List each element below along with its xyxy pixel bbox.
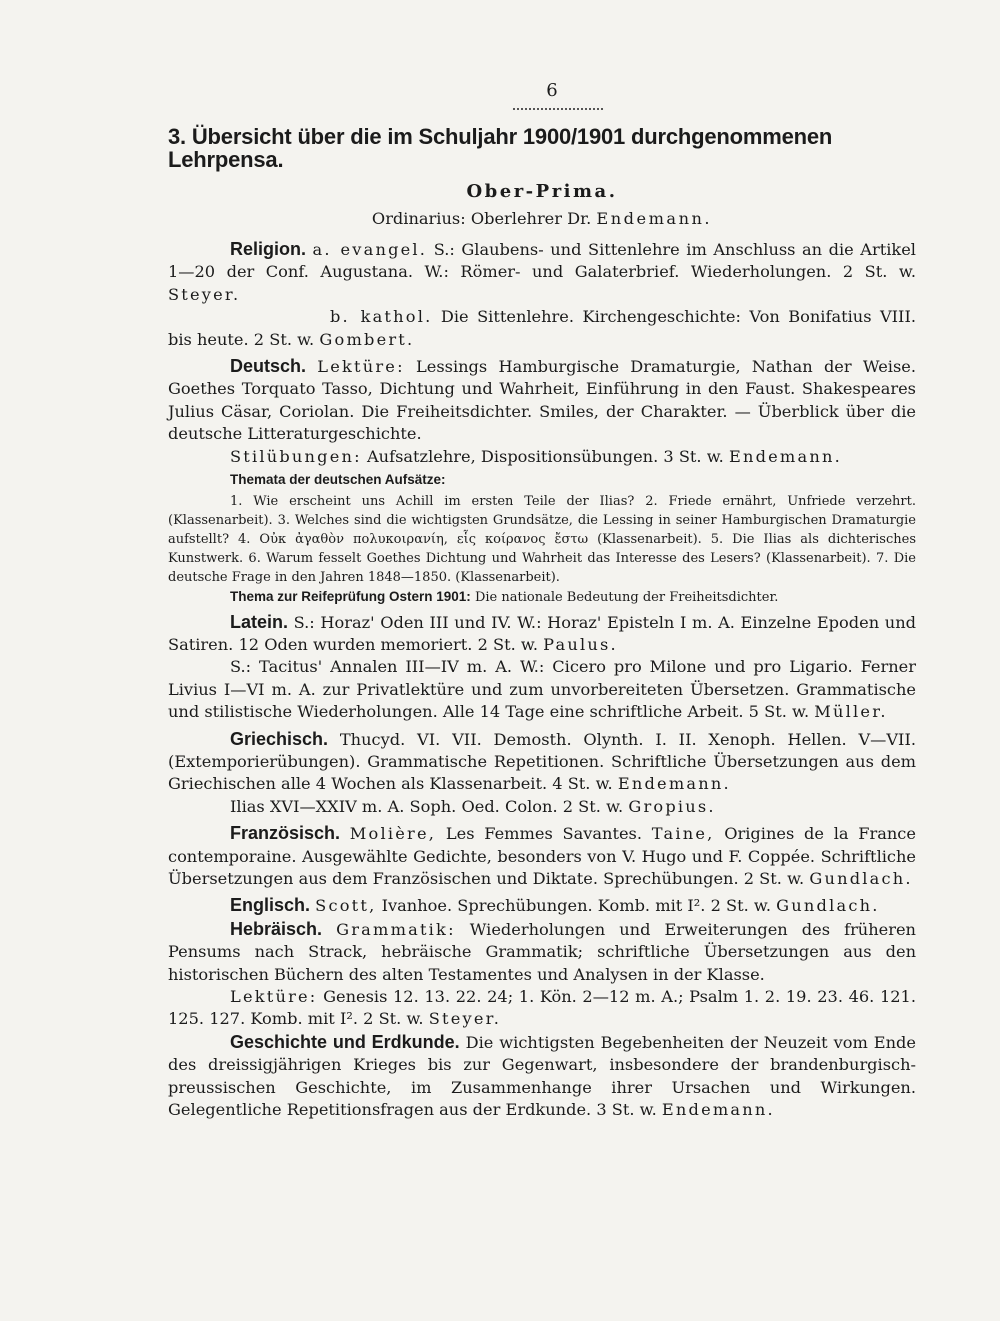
deutsch-reife-heading: Thema zur Reifeprüfung Ostern 1901: [230, 588, 471, 604]
latein-paragraph-1 [168, 611, 916, 657]
religion-heading: Religion. [230, 239, 306, 260]
deutsch-themata-heading-line [168, 468, 916, 491]
franzoesisch-text-1: Les Femmes Savantes. [445, 824, 642, 844]
hebraeisch-gram-label: Grammatik: [336, 919, 456, 939]
deutsch-themata-list: 1. Wie erscheint uns Achill im ersten Teile der Ilias? 2. Friede ernährt, Unfriede verzehrt. (Klassenarbeit). 3. Welches sind die wichtigsten Grundsätze, die Lessing in seiner Hamburgischen Dramaturgie aufstellt? 4. Οὐκ ἀγαθὸν πολυκοιρανίη, εἷς κοίρανος ἔστω (Klassenarbeit). 5. Die Ilias als dichterisches Kunstwerk. 6. Warum fesselt Goethes Dichtung und Wahrheit das Interesse des Lesers? (Klassenarbeit). 7. Die deutsche Frage in den Jahren 1848—1850. (Klassenarbeit). [168, 493, 916, 585]
religion-kathol-text: Die Sittenlehre. Kirchengeschichte: Von Bonifatius VIII. bis heute. 2 St. w. [168, 307, 916, 349]
englisch-heading: Englisch. [230, 895, 311, 916]
section-title: 3. Übersicht über die im Schuljahr 1900/1901 durchgenommenen Lehrpensa. [168, 124, 833, 172]
geschichte-teacher: Endemann. [661, 1100, 775, 1120]
griechisch-heading: Griechisch. [230, 728, 329, 749]
religion-kathol-teacher: Gombert. [319, 329, 415, 349]
religion-kathol-label: b. kathol. [330, 307, 433, 327]
deutsch-reife-paragraph [168, 587, 916, 607]
griechisch-teacher-2: Gropius. [628, 796, 716, 816]
deutsch-stil-teacher: Endemann. [728, 446, 842, 466]
hebraeisch-heading: Hebräisch. [230, 918, 323, 939]
religion-kathol-paragraph [168, 306, 916, 351]
deutsch-stil-paragraph [168, 446, 916, 468]
religion-evang-paragraph [168, 238, 916, 306]
latein-text-2: S.: Tacitus' Annalen III—IV m. A. W.: Cicero pro Milone und pro Ligario. Ferner Livius I—VI m. A. zur Privatlektüre und zum unvorbereiteten Übersetzen. Grammatische und stilistische Wiederholungen. Alle 14 Tage eine schriftliche Arbeit. 5 St. w. [168, 657, 916, 722]
franzoesisch-paragraph [168, 822, 916, 890]
franzoesisch-author-1: Molière, [349, 824, 437, 844]
deutsch-lektuere-paragraph [168, 355, 916, 446]
document-page [168, 80, 916, 1121]
griechisch-text-1: Thucyd. VI. VII. Demosth. Olynth. I. II. Xenoph. Hellen. V—VII. (Extemporierübungen). Grammatische Repetitionen. Schriftliche Übersetzungen aus dem Griechischen alle 4 Wochen als Klassenarbeit. 4 St. w. [168, 729, 916, 794]
deutsch-themata-heading: Themata der deutschen Aufsätze: [230, 472, 446, 488]
deutsch-reife-text: Die nationale Bedeutung der Freiheitsdichter. [474, 589, 779, 605]
franzoesisch-text-2: Origines de la France contemporaine. Ausgewählte Gedichte, besonders von V. Hugo und F. Coppée. Schriftliche Übersetzungen aus dem Französischen und Diktate. Sprechübungen. 2 St. w. [168, 824, 916, 888]
hebraeisch-lek-label: Lektüre: [230, 987, 318, 1006]
griechisch-text-2: Ilias XVI—XXIV m. A. Soph. Oed. Colon. 2 St. w. [230, 796, 624, 816]
deutsch-lektuere-label: Lektüre: [317, 357, 405, 377]
griechisch-paragraph-1 [168, 728, 916, 796]
religion-evang-teacher: Steyer. [168, 284, 241, 304]
deutsch-lektuere-text: Lessings Hamburgische Dramaturgie, Nathan der Weise. Goethes Torquato Tasso, Dichtung und Wahrheit, Einführung in den Faust. Shakespeares Julius Cäsar, Coriolan. Die Freiheitsdichter. Smiles, der Charakter. — Überblick über die deutsche Litteraturgeschichte. [168, 357, 916, 444]
hebraeisch-gram-text: Wiederholungen und Erweiterungen des früheren Pensums nach Strack, hebräische Grammatik; schriftliche Übersetzungen aus den historischen Büchern des alten Testamentes und Analysen in der Klasse. [168, 919, 916, 984]
ordinarius-line [168, 208, 916, 230]
latein-teacher-1: Paulus. [543, 634, 618, 654]
deutsch-stil-text: Aufsatzlehre, Dispositionsübungen. 3 St. w. [366, 446, 724, 466]
latein-text-1: S.: Horaz' Oden III und IV. W.: Horaz' Episteln I m. A. Einzelne Epoden und Satiren. 12 Oden wurden memoriert. 2 St. w. [168, 612, 916, 654]
ordinarius-title: Oberlehrer Dr. [470, 208, 592, 228]
ordinarius-label: Ordinarius: [371, 208, 466, 228]
ordinarius-name: Endemann. [596, 208, 713, 228]
franzoesisch-author-2: Taine, [651, 824, 715, 844]
geschichte-heading: Geschichte und Erdkunde. [230, 1031, 460, 1052]
geschichte-paragraph [168, 1031, 916, 1122]
latein-teacher-2: Müller. [814, 702, 888, 722]
page-number: 6 [546, 80, 558, 101]
class-name: Ober-Prima. [466, 181, 618, 203]
geschichte-text: Die wichtigsten Begebenheiten der Neuzeit vom Ende des dreissigjährigen Krieges bis zur Gegenwart, insbesondere der brandenburgisch-preussischen Geschichte, im Zusammenhange ihrer Ursachen und Wirkungen. Gelegentliche Repetitionsfragen aus der Erdkunde. 3 St. w. [168, 1032, 916, 1120]
hebraeisch-lek-text: Genesis 12. 13. 22. 24; 1. Kön. 2—12 m. A.; Psalm 1. 2. 19. 23. 46. 121. 125. 127. Komb. mit I². 2 St. w. [168, 987, 916, 1029]
griechisch-teacher-1: Endemann. [617, 774, 731, 794]
englisch-author: Scott, [315, 896, 377, 916]
religion-evang-label: a. evangel. [312, 240, 428, 260]
latein-paragraph-2 [168, 656, 916, 723]
page-number-underline [513, 102, 603, 110]
deutsch-heading: Deutsch. [230, 356, 307, 377]
deutsch-stil-label: Stilübungen: [230, 446, 362, 466]
hebraeisch-paragraph-2 [168, 986, 916, 1031]
englisch-teacher: Gundlach. [776, 896, 880, 916]
hebraeisch-teacher: Steyer. [428, 1009, 502, 1029]
latein-heading: Latein. [230, 611, 289, 632]
griechisch-paragraph-2 [168, 796, 916, 818]
franzoesisch-heading: Französisch. [230, 823, 341, 844]
hebraeisch-paragraph-1 [168, 918, 916, 986]
religion-evang-text: S.: Glaubens- und Sittenlehre im Anschluss an die Artikel 1—20 der Conf. Augustana. W.: Römer- und Galaterbrief. Wiederholungen. 2 St. w. [168, 240, 916, 282]
englisch-text: Ivanhoe. Sprechübungen. Komb. mit I². 2 St. w. [381, 896, 771, 916]
franzoesisch-teacher: Gundlach. [809, 868, 913, 888]
englisch-paragraph [168, 894, 916, 917]
